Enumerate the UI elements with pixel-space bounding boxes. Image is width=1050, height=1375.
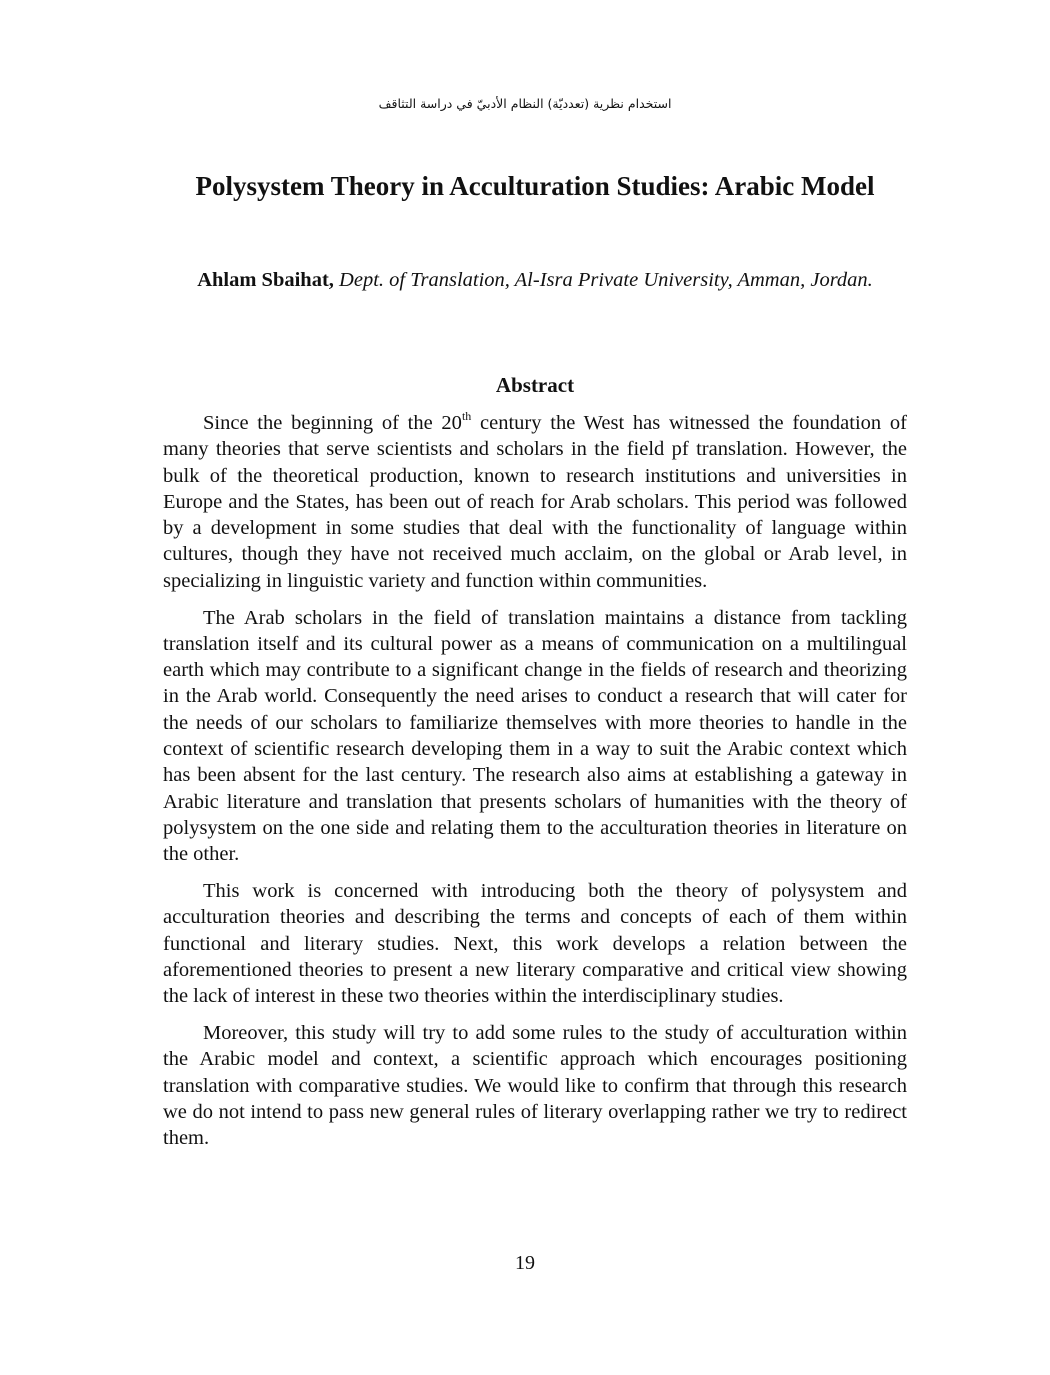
page-number: 19 xyxy=(515,1252,535,1274)
abstract-paragraph-2: The Arab scholars in the field of translation maintains a distance from tackling translation itself and its cultural power as a means of communication on a multilingual earth which may contribute to a significant change in the fields of research and theorizing in the Arab world. Consequently the need arises to conduct a research that will cater for the needs of our scholars to familiarize themselves with more theories to handle in the context of scientific research developing them in a way to suit the Arabic context which has been absent for the last century. The research also aims at establishing a gateway in Arabic literature and translation that presents scholars of humanities with the theory of polysystem on the one side and relating them to the acculturation theories in literature on the other. xyxy=(163,606,907,866)
abstract-paragraph-4: Moreover, this study will try to add some rules to the study of acculturation within the Arabic model and context, a scientific approach which encourages positioning translation with comparative studies. We would like to confirm that through this research we do not intend to pass new general rules of literary overlapping rather we try to redirect them. xyxy=(163,1022,907,1150)
abstract-paragraph-3: This work is concerned with introducing both the theory of polysystem and acculturation theories and describing the terms and concepts of each of them within functional and literary studies. Next, this work develops a relation between the aforementioned theories to present a new literary comparative and critical view showing the lack of interest in these two theories within the interdisciplinary studies. xyxy=(163,880,907,1008)
author-affiliation: Dept. of Translation, Al-Isra Private University, Amman, Jordan. xyxy=(339,269,873,291)
abstract-heading: Abstract xyxy=(495,373,575,397)
ordinal-superscript: th xyxy=(461,409,472,423)
paper-title: Polysystem Theory in Acculturation Studies: Arabic Model xyxy=(195,171,875,201)
running-header: استخدام نظرية (تعدديّة) النظام الأدبيّ في دراسة التثاقف xyxy=(378,96,672,111)
abstract-p1-rest: century the West has witnessed the foundation of many theories that serve scientists and scholars in the field pf translation. However, the bulk of the theoretical production, known to research institutions and universities in Europe and the States, has been out of reach for Arab scholars. This period was followed by a development in some studies that deal with the functionality of language within cultures, though they have not received much acclaim, on the global or Arab level, in specializing in linguistic variety and function within communities. xyxy=(163,412,907,592)
abstract-paragraph-1 xyxy=(163,410,907,594)
author-block xyxy=(163,267,907,294)
abstract-body xyxy=(163,410,907,1162)
abstract-p1-start: Since the beginning of the 20 xyxy=(203,412,462,434)
author-name: Ahlam Sbaihat, xyxy=(197,269,334,291)
